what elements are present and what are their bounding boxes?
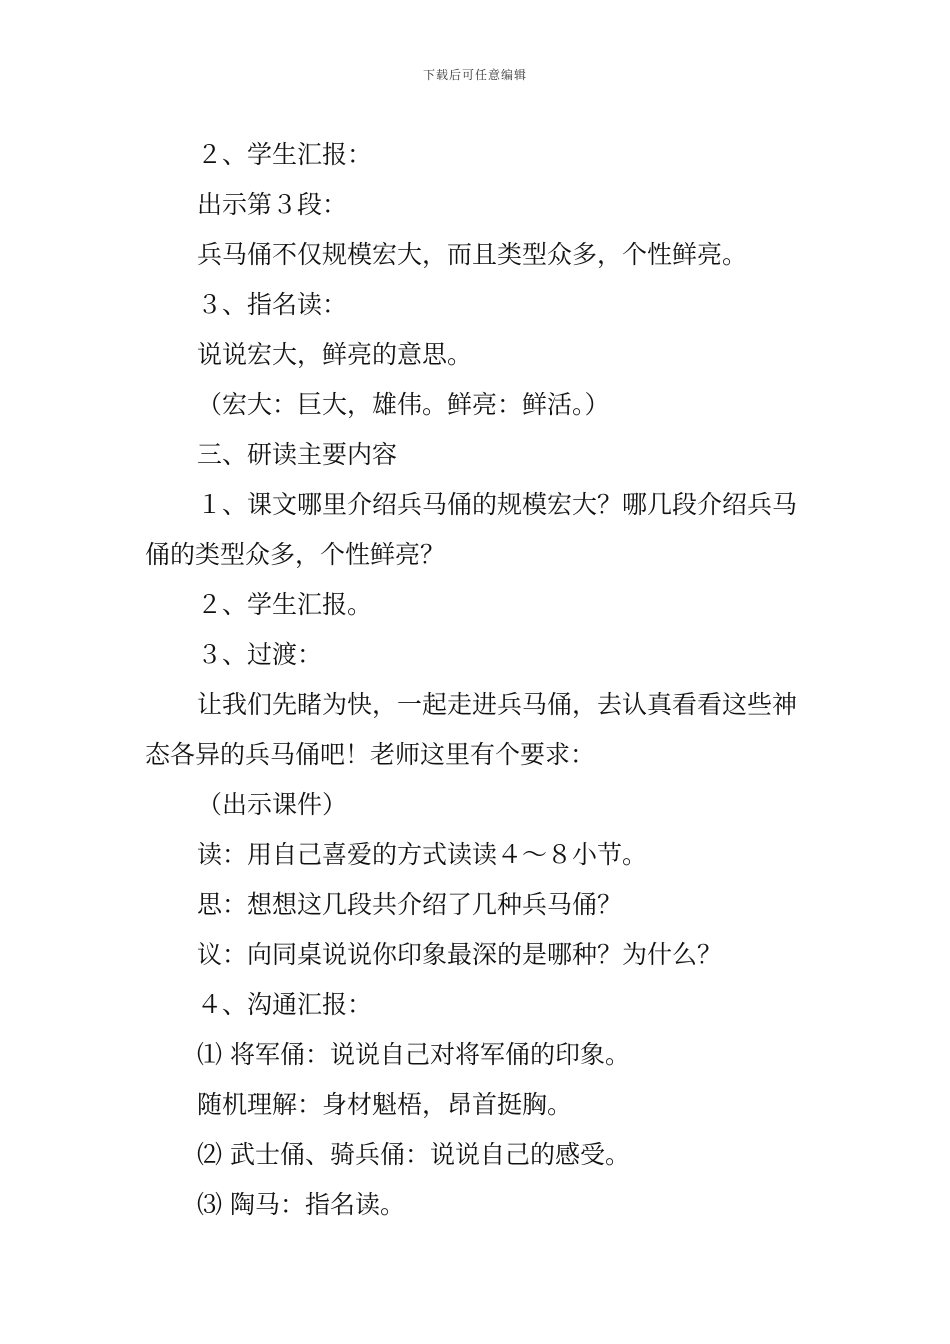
paragraph: 读：用自己喜爱的方式读读４～８小节。 bbox=[197, 840, 648, 869]
paragraph: ⑴ 将军俑：说说自己对将军俑的印象。 bbox=[197, 1040, 630, 1069]
paragraph: ⑵ 武士俑、骑兵俑：说说自己的感受。 bbox=[197, 1140, 630, 1169]
paragraph: 思：想想这几段共介绍了几种兵马俑？ bbox=[197, 890, 623, 919]
paragraph: ２、学生汇报： bbox=[197, 140, 373, 169]
paragraph: 议：向同桌说说你印象最深的是哪种？为什么？ bbox=[197, 940, 723, 969]
paragraph: 随机理解：身材魁梧，昂首挺胸。 bbox=[197, 1090, 573, 1119]
paragraph: （宏大：巨大，雄伟。鲜亮：鲜活。） bbox=[197, 390, 610, 419]
paragraph: ４、沟通汇报： bbox=[197, 990, 373, 1019]
paragraph: ３、过渡： bbox=[197, 640, 323, 669]
paragraph: 让我们先睹为快，一起走进兵马俑，去认真看看这些神态各异的兵马俑吧！老师这里有个要求： bbox=[145, 690, 798, 769]
paragraph: 兵马俑不仅规模宏大，而且类型众多，个性鲜亮。 bbox=[197, 240, 748, 269]
paragraph: １、课文哪里介绍兵马俑的规模宏大？哪几段介绍兵马俑的类型众多，个性鲜亮？ bbox=[145, 490, 798, 569]
paragraph: ２、学生汇报。 bbox=[197, 590, 373, 619]
paragraph: 说说宏大，鲜亮的意思。 bbox=[197, 340, 473, 369]
section-heading: 三、研读主要内容 bbox=[197, 440, 398, 469]
paragraph: ⑶ 陶马：指名读。 bbox=[197, 1190, 405, 1219]
paragraph: （出示课件） bbox=[197, 790, 348, 819]
document-body bbox=[145, 130, 815, 1230]
paragraph: 出示第３段： bbox=[197, 190, 348, 219]
paragraph: ３、指名读： bbox=[197, 290, 348, 319]
header-note: 下载后可任意编辑 bbox=[422, 68, 527, 82]
